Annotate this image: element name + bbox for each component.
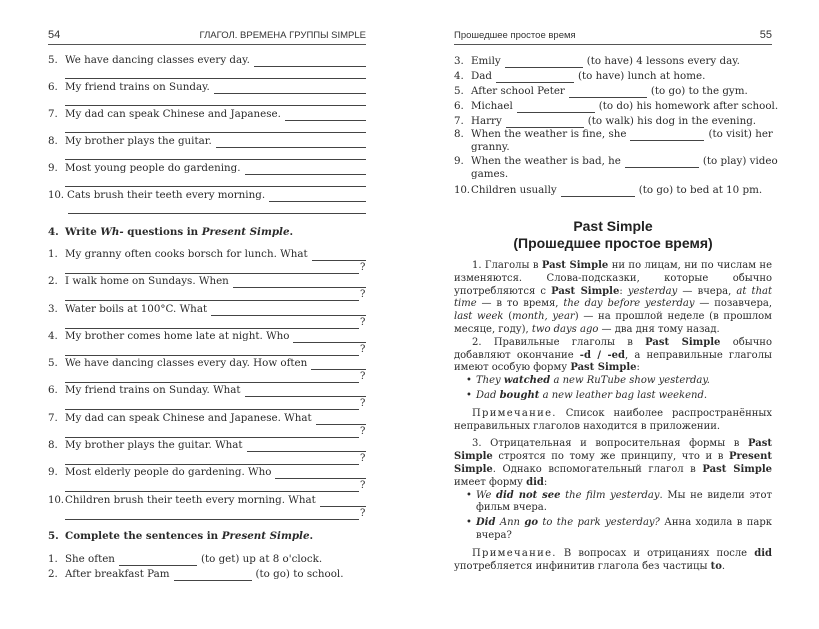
section-subtitle: (Прошедшее простое время) xyxy=(513,235,713,251)
answer-line[interactable] xyxy=(245,164,366,175)
answer-line[interactable] xyxy=(312,250,366,261)
exercise-5-continued xyxy=(454,53,784,197)
answer-blank[interactable] xyxy=(119,555,197,566)
answer-line[interactable] xyxy=(65,121,366,133)
answer-line[interactable] xyxy=(68,202,366,214)
answer-line[interactable] xyxy=(65,426,359,438)
answer-blank[interactable] xyxy=(569,87,647,98)
exercise-item: 10. Children usually (to go) to bed at 10 pm. xyxy=(454,184,763,196)
exercise-item: 6. Michael (to do) his homework after school. xyxy=(454,100,779,112)
running-title: ГЛАГОЛ. ВРЕМЕНА ГРУППЫ SIMPLE xyxy=(199,30,366,41)
answer-line[interactable] xyxy=(65,317,359,329)
right-page xyxy=(410,0,819,629)
answer-blank[interactable] xyxy=(174,570,252,581)
answer-line[interactable] xyxy=(65,453,359,465)
exercise-item: 5. We have dancing classes every day. xyxy=(48,54,366,81)
answer-blank[interactable] xyxy=(625,157,699,168)
question-item: 7. My dad can speak Chinese and Japanese. What ? xyxy=(48,411,366,437)
page-number: 54 xyxy=(48,29,61,41)
note-2: Примечание. В вопросах и отрицаниях после did употребляется инфинитив глагола без частицы to. xyxy=(454,547,772,572)
answer-blank[interactable] xyxy=(517,102,595,113)
rule-1: 1. Глаголы в Past Simple ни по лицам, ни по числам не изменяются. Слова-подсказки, которые обычно употребляются с Past Simple: yesterday — вчера, at that time — в то время, the day before yesterday — позавчера, last week (month, year) — на прошлой неделе (в прошлом месяце, году), two days ago — два дня тому назад. xyxy=(454,260,773,335)
exercise-item: 6. My friend trains on Sunday. xyxy=(48,81,366,108)
example-item: • We did not see the film yesterday. Мы не видели этот фильм вчера. xyxy=(476,490,772,516)
example-item: • They watched a new RuTube show yesterday. xyxy=(476,375,772,388)
question-item: 6. My friend trains on Sunday. What ? xyxy=(48,384,366,410)
answer-line[interactable] xyxy=(245,386,366,397)
exercise-item: 7. My dad can speak Chinese and Japanese. xyxy=(48,108,366,135)
exercise-item: 10. Cats brush their teeth every morning. xyxy=(48,189,366,216)
exercise-item: 2. After breakfast Pam (to go) to school. xyxy=(48,568,344,580)
answer-line[interactable] xyxy=(65,67,366,79)
page-header xyxy=(454,29,772,45)
answer-line[interactable] xyxy=(316,414,366,425)
rule-2: 2. Правильные глаголы в Past Simple обычно добавляют окончание -d / -ed, а неправильные глаголы имеют особую форму Past Simple: xyxy=(454,336,773,374)
exercise-4 xyxy=(48,248,366,521)
question-item: 1. My granny often cooks borsch for lunch. What ? xyxy=(48,248,366,273)
page-number: 55 xyxy=(759,29,772,41)
answer-line[interactable] xyxy=(65,508,359,520)
exercise-item: 4. Dad (to have) lunch at home. xyxy=(454,70,706,82)
exercise-3-continued xyxy=(48,54,366,216)
exercise-item: 9. Most young people do gardening. xyxy=(48,162,366,189)
grammar-rules xyxy=(454,260,772,573)
question-item: 10. Children brush their teeth every morning. What ? xyxy=(48,493,366,519)
task-4-heading: 4. Write Wh- questions in Present Simple. xyxy=(48,226,294,238)
task-5-heading: 5. Complete the sentences in Present Simple. xyxy=(48,530,314,542)
question-item: 8. My brother plays the guitar. What ? xyxy=(48,439,366,465)
answer-line[interactable] xyxy=(285,110,366,121)
example-list xyxy=(454,375,772,403)
question-item: 5. We have dancing classes every day. How often ? xyxy=(48,357,366,383)
page-header xyxy=(48,29,366,45)
answer-line[interactable] xyxy=(211,305,366,316)
answer-line[interactable] xyxy=(214,83,366,94)
answer-line[interactable] xyxy=(254,56,366,67)
answer-line[interactable] xyxy=(311,359,366,370)
answer-line[interactable] xyxy=(233,277,366,288)
answer-blank[interactable] xyxy=(505,57,583,68)
answer-line[interactable] xyxy=(65,262,359,274)
answer-line[interactable] xyxy=(65,371,359,383)
answer-line[interactable] xyxy=(269,191,366,202)
answer-line[interactable] xyxy=(65,398,359,410)
note-1: Примечание. Список наиболее распространённых неправильных глаголов находится в приложении. xyxy=(454,407,772,432)
answer-blank[interactable] xyxy=(496,72,574,83)
answer-blank[interactable] xyxy=(506,117,584,128)
exercise-item: 8. When the weather is fine, she (to visit) her granny. xyxy=(454,128,773,153)
example-item: • Did Ann go to the park yesterday? Анна ходила в парк вчера? xyxy=(476,517,772,543)
exercise-item: 9. When the weather is bad, he (to play) video games. xyxy=(454,155,778,180)
answer-line[interactable] xyxy=(320,496,366,507)
question-item: 4. My brother comes home late at night. Who ? xyxy=(48,329,366,355)
answer-line[interactable] xyxy=(65,480,359,492)
answer-blank[interactable] xyxy=(630,130,704,141)
exercise-item: 3. Emily (to have) 4 lessons every day. xyxy=(454,55,740,67)
section-title: Past Simple xyxy=(573,218,653,234)
answer-blank[interactable] xyxy=(561,186,635,197)
question-item: 3. Water boils at 100°C. What ? xyxy=(48,302,366,328)
exercise-item: 1. She often (to get) up at 8 o'clock. xyxy=(48,553,323,565)
answer-line[interactable] xyxy=(65,344,359,356)
exercise-item: 8. My brother plays the guitar. xyxy=(48,135,366,162)
running-title: Прошедшее простое время xyxy=(454,30,576,41)
answer-line[interactable] xyxy=(65,94,366,106)
rule-3: 3. Отрицательная и вопросительная формы в Past Simple строятся по тому же принципу, что и в Present Simple. Однако вспомогательный глагол в Past Simple имеет форму did: xyxy=(454,438,772,488)
answer-line[interactable] xyxy=(293,332,366,343)
answer-line[interactable] xyxy=(65,289,359,301)
example-item: • Dad bought a new leather bag last weekend. xyxy=(476,390,772,403)
example-list xyxy=(454,490,772,543)
question-item: 2. I walk home on Sundays. When ? xyxy=(48,275,366,301)
answer-line[interactable] xyxy=(275,468,366,479)
exercise-item: 7. Harry (to walk) his dog in the evening. xyxy=(454,115,757,127)
question-item: 9. Most elderly people do gardening. Who ? xyxy=(48,466,366,492)
answer-line[interactable] xyxy=(65,148,366,160)
exercise-item: 5. After school Peter (to go) to the gym. xyxy=(454,85,748,97)
answer-line[interactable] xyxy=(247,441,366,452)
answer-line[interactable] xyxy=(216,137,366,148)
answer-line[interactable] xyxy=(65,175,366,187)
exercise-5-start xyxy=(48,551,378,581)
